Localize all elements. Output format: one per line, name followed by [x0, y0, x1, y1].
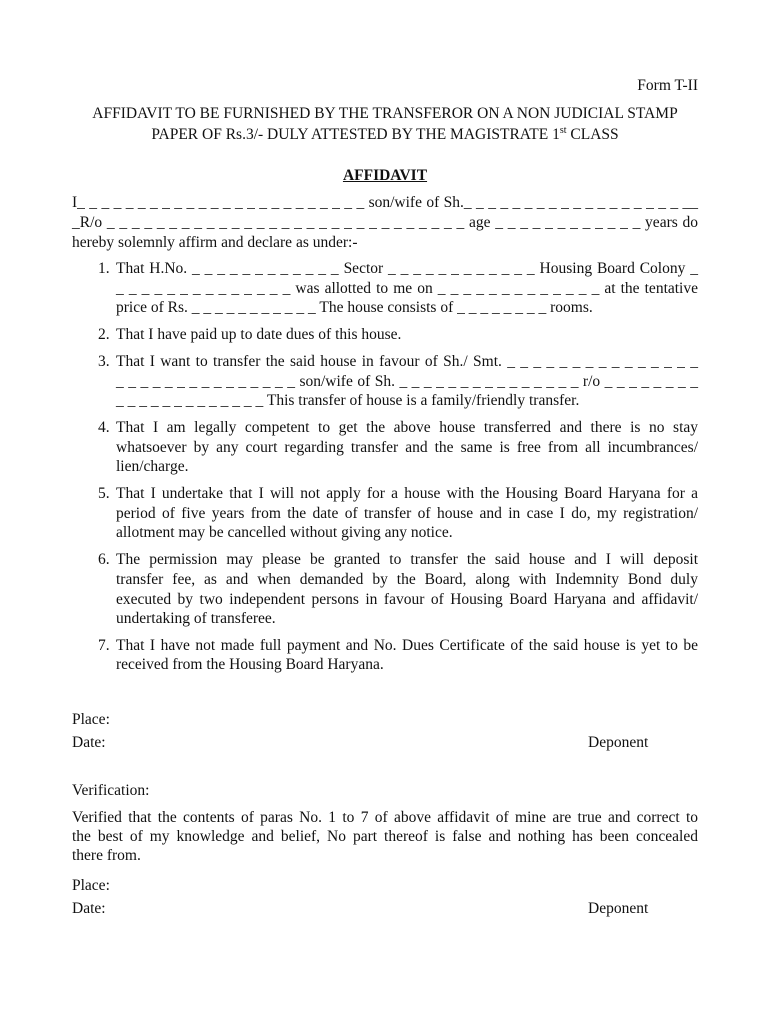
- item-number: 7.: [98, 637, 110, 654]
- item-line: That I have not made full payment and No. Dues Certificate of the said house is yet to be: [116, 637, 698, 654]
- item-number: 5.: [98, 485, 110, 502]
- place-label: Place:: [72, 711, 110, 728]
- item-line: That I have paid up to date dues of this house.: [116, 326, 402, 343]
- item-line: price of Rs. _ _ _ _ _ _ _ _ _ _ _ The house consists of _ _ _ _ _ _ _ _ rooms.: [116, 299, 593, 316]
- item-line: The permission may please be granted to transfer the said house and I will deposit: [116, 551, 698, 568]
- deponent-signature-label-2: Deponent: [588, 900, 649, 917]
- item-line: allotment may be cancelled without giving any notice.: [116, 524, 453, 541]
- place-label-2: Place:: [72, 877, 110, 894]
- item-line: _ _ _ _ _ _ _ _ _ _ _ _ _ _ _ son/wife of Sh. _ _ _ _ _ _ _ _ _ _ _ _ _ _ _ r/o _ _ _ _ _ _ _ _: [116, 373, 698, 390]
- intro-line-1: I_ _ _ _ _ _ _ _ _ _ _ _ _ _ _ _ _ _ _ _ _ _ _ _ son/wife of Sh._ _ _ _ _ _ _ _ _ _ _ _ _ _ _ _ _ _ __: [72, 194, 698, 211]
- item-line: transfer fee, as and when demanded by the Board, along with Indemnity Bond duly: [116, 571, 698, 588]
- intro-line-3: hereby solemnly affirm and declare as under:-: [72, 234, 358, 251]
- verification-heading: Verification:: [72, 782, 150, 799]
- heading-line-2: PAPER OF Rs.3/- DULY ATTESTED BY THE MAGISTRATE 1st CLASS: [151, 124, 619, 143]
- intro-line-2: _R/o _ _ _ _ _ _ _ _ _ _ _ _ _ _ _ _ _ _ _ _ _ _ _ _ _ _ _ _ _ age _ _ _ _ _ _ _ _ _ _ _ _ years do: [72, 214, 698, 231]
- verification-line: Verified that the contents of paras No. 1 to 7 of above affidavit of mine are true and correct to: [72, 809, 698, 826]
- item-line: received from the Housing Board Haryana.: [116, 656, 384, 673]
- item-line: That I want to transfer the said house in favour of Sh./ Smt. _ _ _ _ _ _ _ _ _ _ _ _ _ _ _: [116, 353, 698, 370]
- item-line: _ _ _ _ _ _ _ _ _ _ _ _ _ _ was allotted to me on _ _ _ _ _ _ _ _ _ _ _ _ _ at the tentative: [116, 280, 698, 297]
- item-number: 3.: [98, 353, 110, 370]
- item-number: 2.: [98, 326, 110, 343]
- deponent-signature-label: Deponent: [588, 734, 649, 751]
- verification-line: there from.: [72, 847, 141, 864]
- item-line: undertaking of transferee.: [116, 610, 276, 627]
- heading-line-1: AFFIDAVIT TO BE FURNISHED BY THE TRANSFEROR ON A NON JUDICIAL STAMP: [92, 105, 678, 122]
- item-line: lien/charge.: [116, 458, 189, 475]
- item-line: That H.No. _ _ _ _ _ _ _ _ _ _ _ _ Sector _ _ _ _ _ _ _ _ _ _ _ _ Housing Board Colony _: [116, 260, 698, 277]
- item-line: whatsoever by any court regarding transfer and the same is free from all incumbrances/: [116, 439, 698, 456]
- date-label-2: Date:: [72, 900, 106, 917]
- date-label: Date:: [72, 734, 106, 751]
- item-line: That I undertake that I will not apply for a house with the Housing Board Haryana for a: [116, 485, 698, 502]
- document-title: AFFIDAVIT: [342, 167, 428, 184]
- item-line: That I am legally competent to get the above house transferred and there is no stay: [116, 419, 698, 436]
- item-number: 1.: [98, 260, 110, 277]
- item-number: 6.: [98, 551, 110, 568]
- item-line: period of five years from the date of transfer of house and in case I do, my registration/: [116, 505, 698, 522]
- form-label: Form T-II: [637, 77, 698, 94]
- item-number: 4.: [98, 419, 110, 436]
- item-line: executed by two independent persons in favour of Housing Board Haryana and affidavit/: [116, 591, 698, 608]
- verification-line: the best of my knowledge and belief, No part thereof is false and nothing has been concealed: [72, 828, 698, 845]
- item-line: _ _ _ _ _ _ _ _ _ _ _ _ _ This transfer of house is a family/friendly transfer.: [116, 392, 580, 409]
